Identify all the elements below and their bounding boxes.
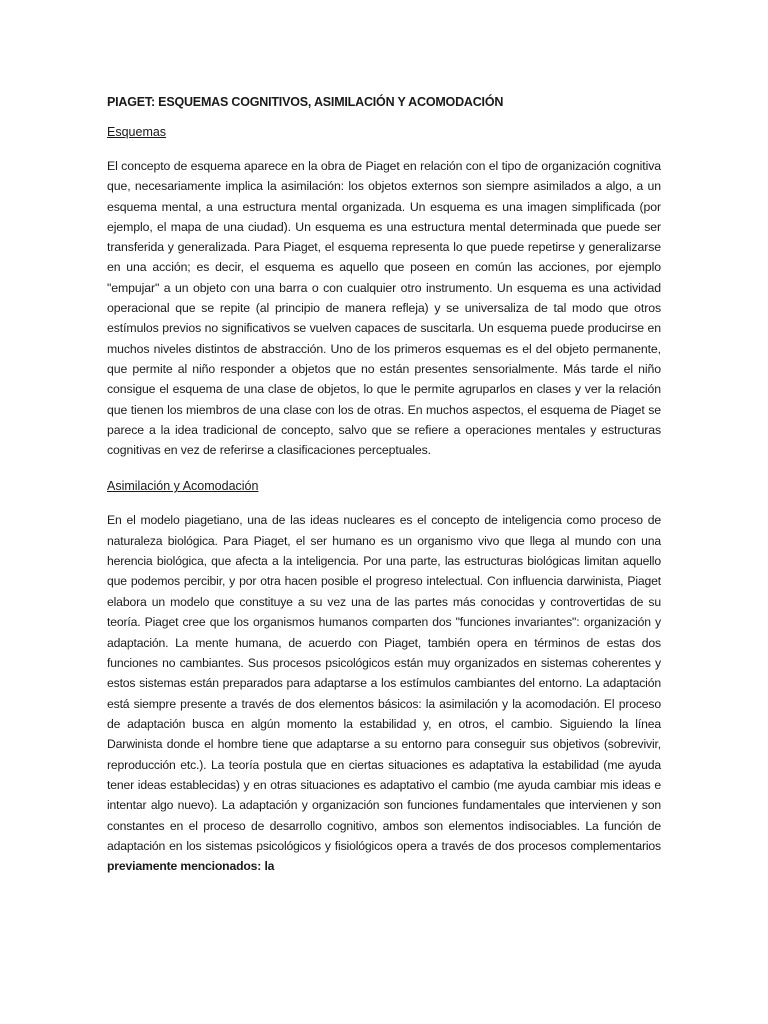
document-title: PIAGET: ESQUEMAS COGNITIVOS, ASIMILACIÓN Y ACOMODACIÓN xyxy=(107,95,504,109)
paragraph-asimilacion xyxy=(107,510,661,876)
paragraph-asimilacion-trailing-text: previamente mencionados: la xyxy=(107,859,275,874)
document-content xyxy=(107,92,661,877)
section-heading-esquemas: Esquemas xyxy=(107,125,167,139)
section-heading-asimilacion: Asimilación y Acomodación xyxy=(107,479,259,494)
paragraph-esquemas: El concepto de esquema aparece en la obra de Piaget en relación con el tipo de organización cognitiva que, necesariamente implica la asimilación: los objetos externos son siempre asimilados a algo, a un esquema mental, a una estructura mental organizada. Un esquema es una imagen simplificada (por ejemplo, el mapa de una ciudad). Un esquema es una estructura mental determinada que puede ser transferida y generalizada. Para Piaget, el esquema representa lo que puede repetirse y generalizarse en una acción; es decir, el esquema es aquello que poseen en común las acciones, por ejemplo "empujar" a un objeto con una barra o con cualquier otro instrumento. Un esquema es una actividad operacional que se repite (al principio de manera refleja) y se universaliza de tal modo que otros estímulos previos no significativos se vuelven capaces de suscitarla. Un esquema puede producirse en muchos niveles distintos de abstracción. Uno de los primeros esquemas es el del objeto permanente, que permite al niño responder a objetos que no están presentes sensorialmente. Más tarde el niño consigue el esquema de una clase de objetos, lo que le permite agruparlos en clases y ver la relación que tienen los miembros de una clase con los de otras. En muchos aspectos, el esquema de Piaget se parece a la idea tradicional de concepto, salvo que se refiere a operaciones mentales y estructuras cognitivas en vez de referirse a clasificaciones perceptuales. xyxy=(107,159,661,458)
paragraph-asimilacion-body: En el modelo piagetiano, una de las ideas nucleares es el concepto de inteligencia como proceso de naturaleza biológica. Para Piaget, el ser humano es un organismo vivo que llega al mundo con una herencia biológica, que afecta a la inteligencia. Por una parte, las estructuras biológicas limitan aquello que podemos percibir, y por otra hacen posible el progreso intelectual. Con influencia darwinista, Piaget elabora un modelo que constituye a su vez una de las partes más conocidas y controvertidas de su teoría. Piaget cree que los organismos humanos comparten dos "funciones invariantes": organización y adaptación. La mente humana, de acuerdo con Piaget, también opera en términos de estas dos funciones no cambiantes. Sus procesos psicológicos están muy organizados en sistemas coherentes y estos sistemas están preparados para adaptarse a los estímulos cambiantes del entorno. La adaptación está siempre presente a través de dos elementos básicos: la asimilación y la acomodación. El proceso de adaptación busca en algún momento la estabilidad y, en otros, el cambio. Siguiendo la línea Darwinista donde el hombre tiene que adaptarse a su entorno para conseguir sus objetivos (sobrevivir, reproducción etc.). La teoría postula que en ciertas situaciones es adaptativa la estabilidad (me ayuda tener ideas establecidas) y en otras situaciones es adaptativo el cambio (me ayuda cambiar mis ideas e intentar algo nuevo). La adaptación y organización son funciones fundamentales que intervienen y son constantes en el proceso de desarrollo cognitivo, ambos son elementos indisociables. La función de adaptación en los sistemas psicológicos y fisiológicos opera a través de dos procesos complementarios xyxy=(107,513,661,853)
